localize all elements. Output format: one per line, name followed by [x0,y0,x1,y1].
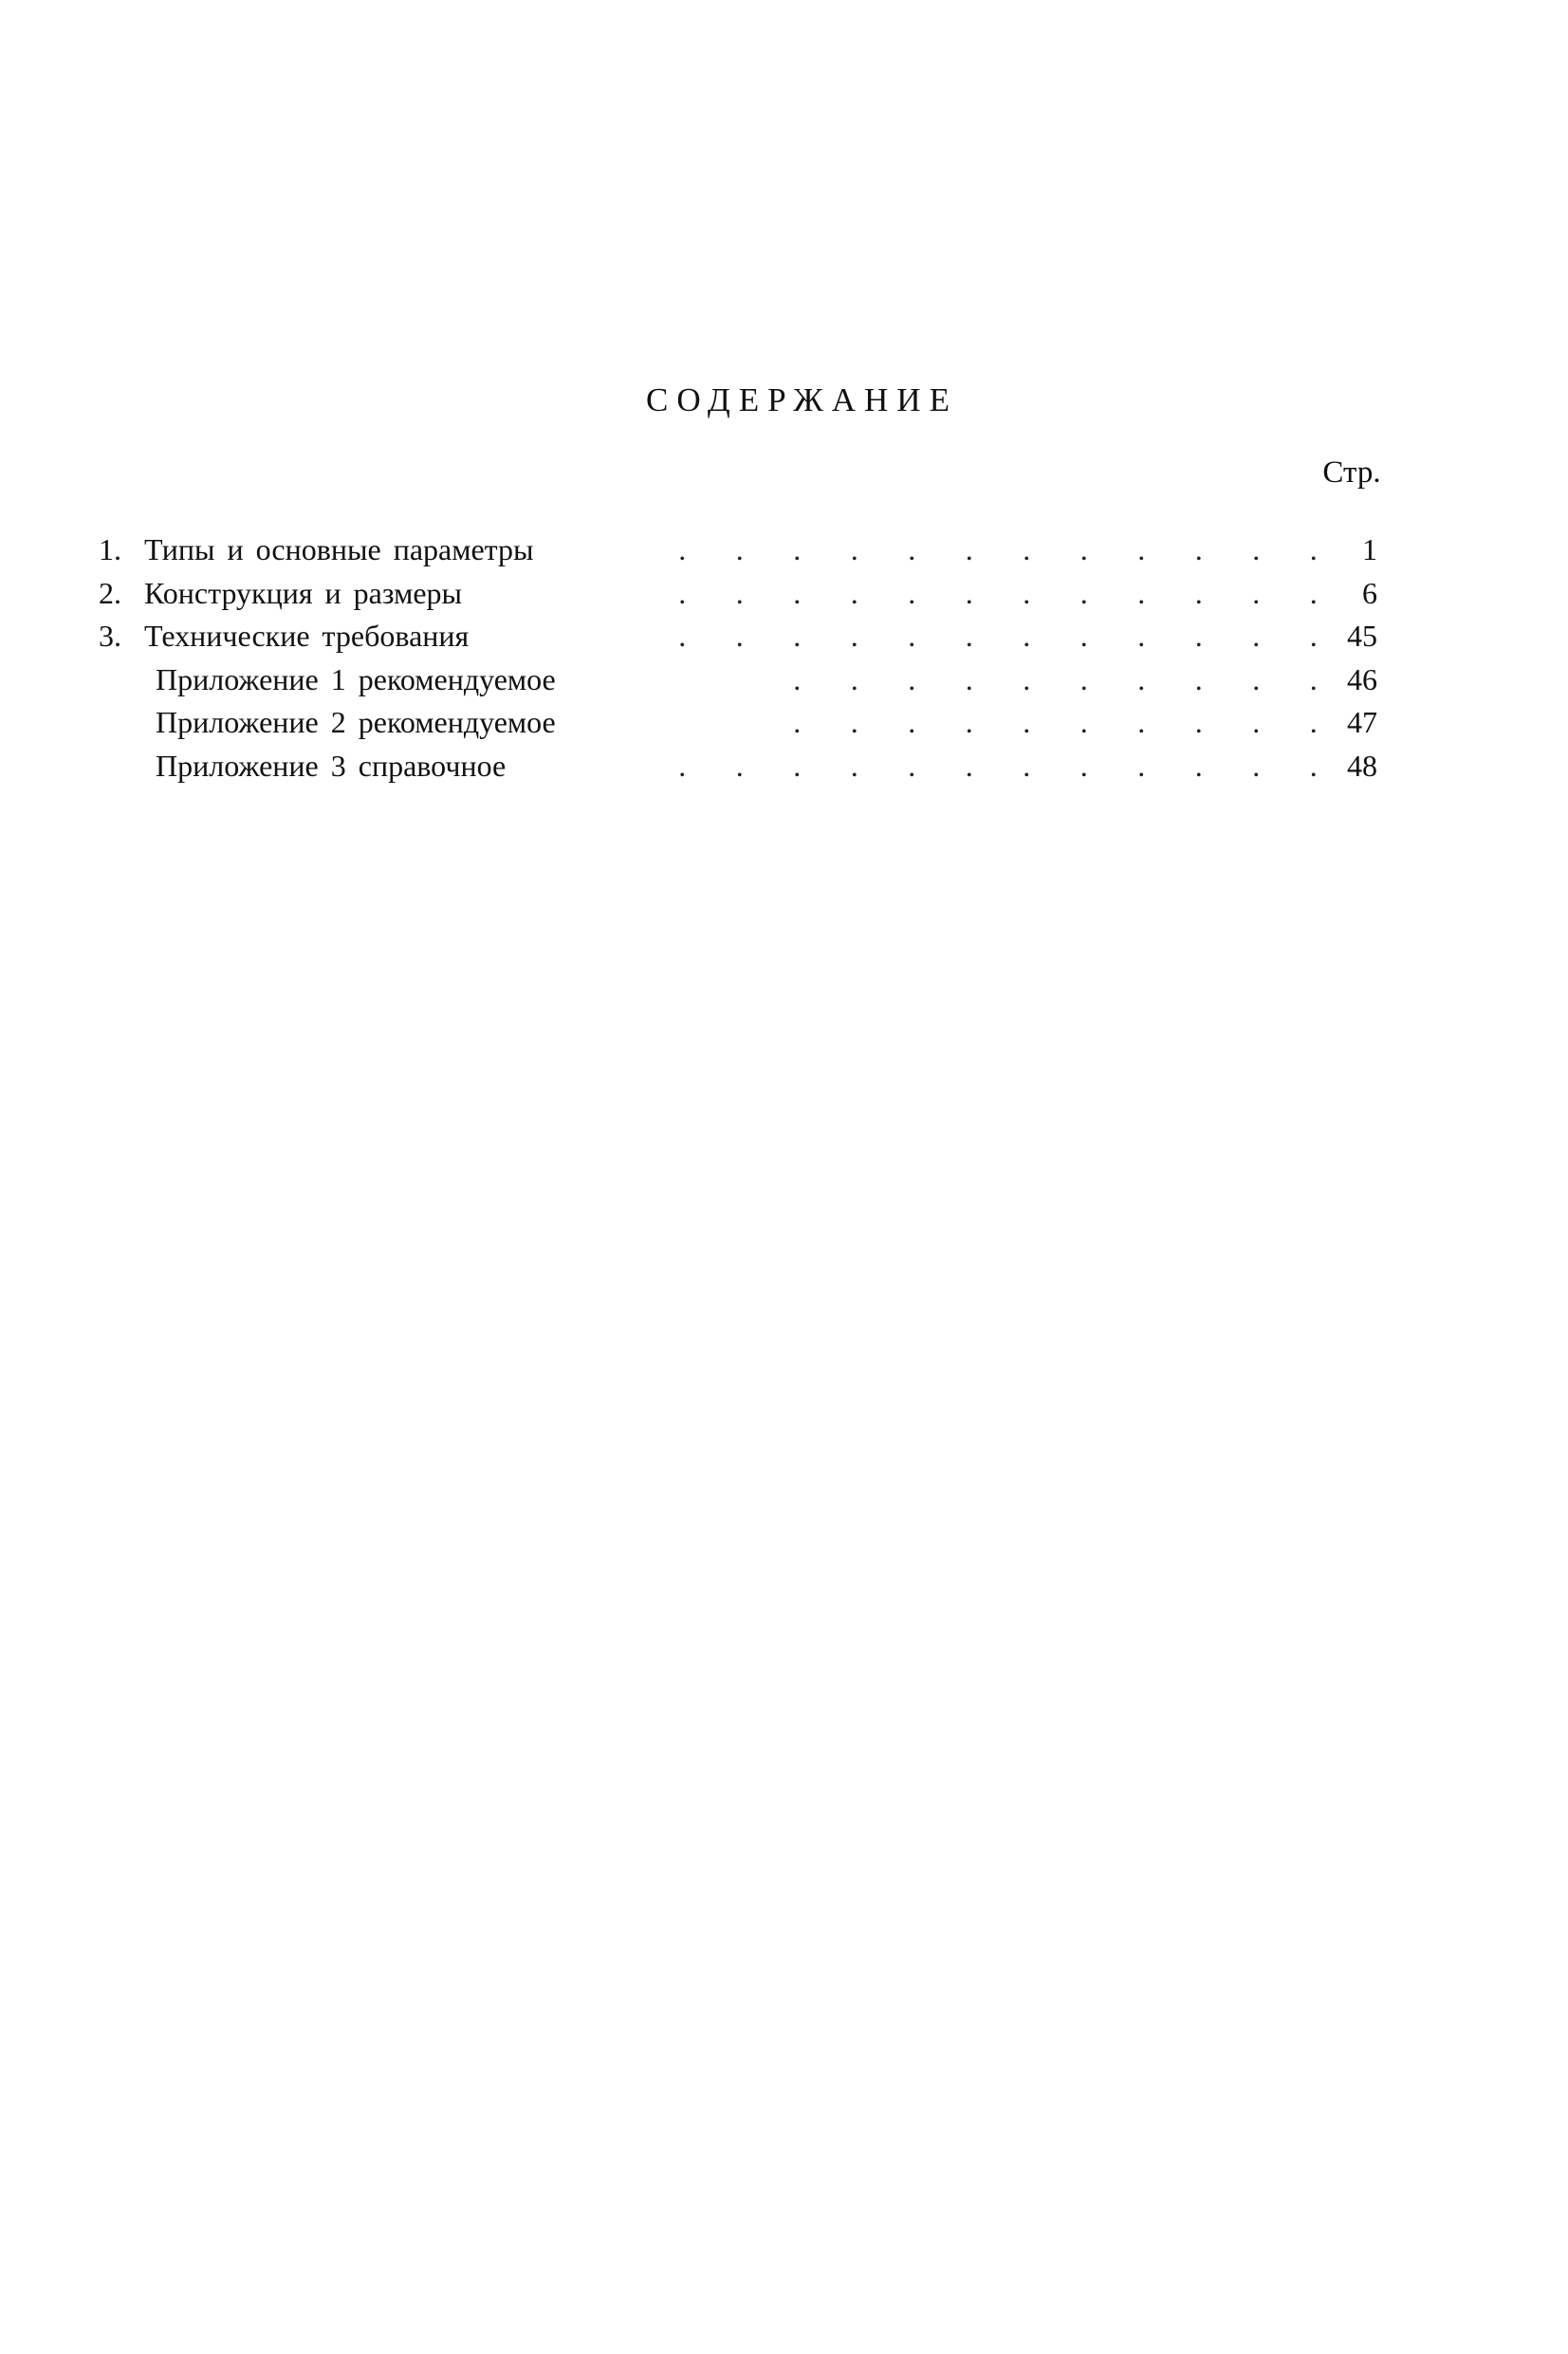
toc-entry-label: Приложение 2 рекомендуемое [156,705,556,739]
toc-entry [0,614,1568,658]
toc-entry-page: 1 [1362,532,1377,566]
page-title: СОДЕРЖАНИЕ [646,381,958,418]
toc-entry-label: Приложение 3 справочное [156,749,507,783]
dot-leader: . . . . . . . . . . . . [678,749,1318,783]
toc-entry-page: 6 [1362,576,1377,610]
toc-entry-label: Типы и основные параметры [144,532,534,566]
toc-entry-label: Конструкция и размеры [144,576,463,610]
toc-entry-number: 1. [99,532,121,566]
toc-entry-label: Технические требования [144,619,470,653]
toc-entry-page: 45 [1347,619,1377,653]
dot-leader: . . . . . . . . . . [793,662,1318,696]
dot-leader: . . . . . . . . . . . . [678,576,1318,610]
toc-entry-page: 46 [1347,662,1377,696]
toc-entry-page: 47 [1347,705,1377,739]
toc-entry [0,528,1568,571]
dot-leader: . . . . . . . . . . . . [678,619,1318,653]
toc-entry [0,700,1568,744]
toc-entry [0,658,1568,701]
toc-entry-number: 3. [99,619,121,653]
toc-entry-page: 48 [1347,749,1377,783]
toc-entry [0,571,1568,615]
dot-leader: . . . . . . . . . . . . [678,532,1318,566]
page-column-header: Стр. [1322,455,1381,490]
toc-entry [0,744,1568,788]
dot-leader: . . . . . . . . . . [793,705,1318,739]
toc-entry-label: Приложение 1 рекомендуемое [156,662,556,696]
toc-entry-number: 2. [99,576,121,610]
